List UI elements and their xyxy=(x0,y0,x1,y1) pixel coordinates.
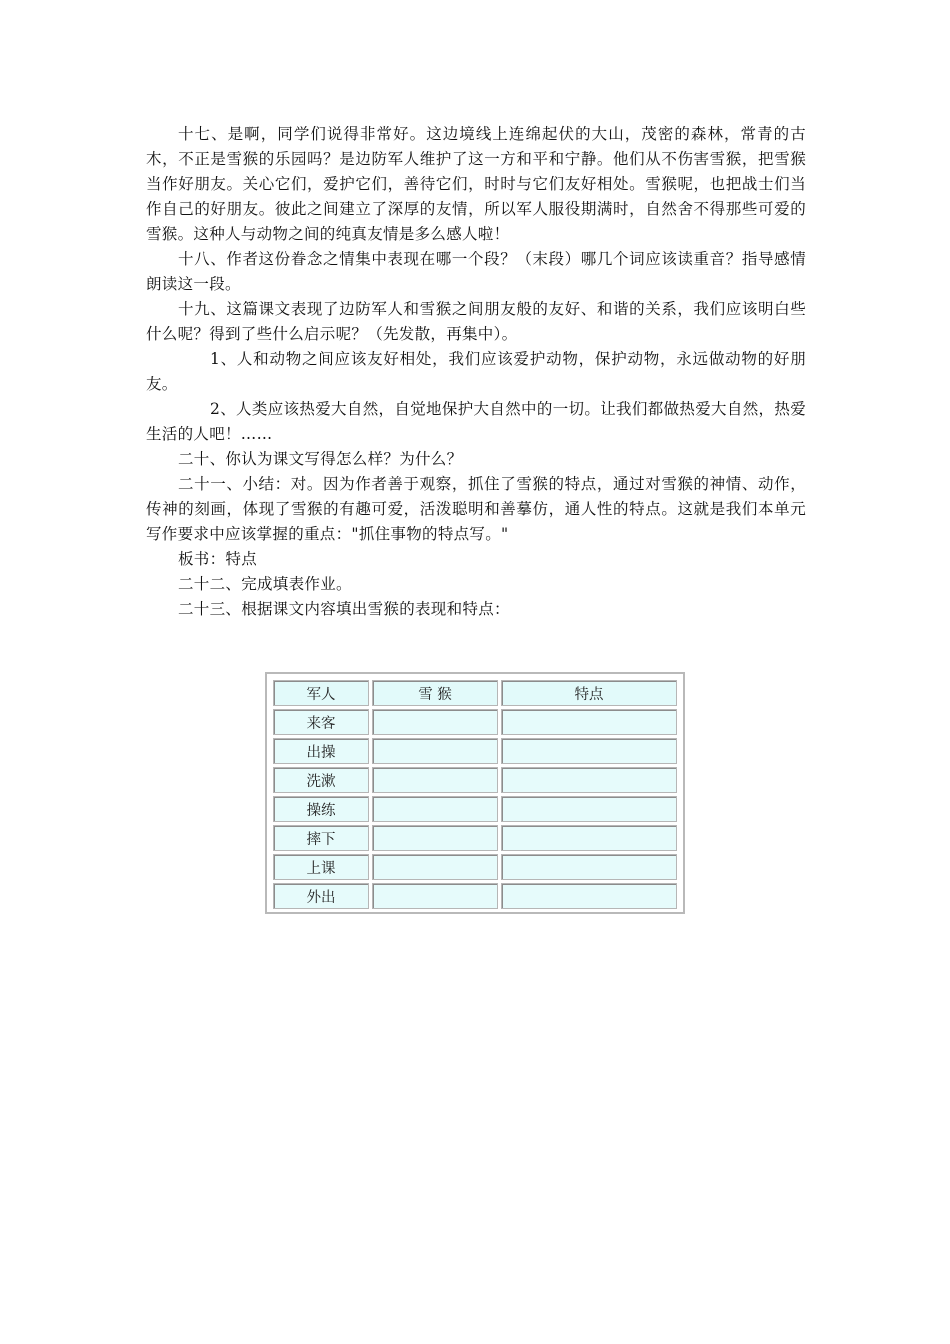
paragraph-22: 二十二、完成填表作业。 xyxy=(178,575,352,593)
table-header-row xyxy=(273,680,677,706)
worksheet-table xyxy=(270,677,680,912)
row-label: 摔下 xyxy=(273,825,369,851)
fill-in-table xyxy=(265,672,685,914)
list-item-1: 1、人和动物之间应该友好相处，我们应该爱护动物，保护动物，永远做动物的好朋友。 xyxy=(146,350,806,393)
paragraph-19: 十九、这篇课文表现了边防军人和雪猴之间朋友般的友好、和谐的关系，我们应该明白些什么呢？得到了些什么启示呢？（先发散，再集中）。 xyxy=(146,300,806,343)
table-row xyxy=(273,825,677,851)
header-snow-monkey: 雪 猴 xyxy=(372,680,498,706)
paragraph-17: 十七、是啊，同学们说得非常好。这边境线上连绵起伏的大山，茂密的森林，常青的古木，不正是雪猴的乐园吗？是边防军人维护了这一方和平和宁静。他们从不伤害雪猴，把雪猴当作好朋友。关心它们，爱护它们，善待它们，时时与它们友好相处。雪猴呢，也把战士们当作自己的好朋友。彼此之间建立了深厚的友情，所以军人服役期满时，自然舍不得那些可爱的雪猴。这种人与动物之间的纯真友情是多么感人啦！ xyxy=(146,125,806,243)
table-row xyxy=(273,796,677,822)
document-body xyxy=(146,122,806,622)
monkey-cell[interactable] xyxy=(372,854,498,880)
monkey-cell[interactable] xyxy=(372,825,498,851)
trait-cell[interactable] xyxy=(501,796,677,822)
trait-cell[interactable] xyxy=(501,767,677,793)
trait-cell[interactable] xyxy=(501,854,677,880)
row-label: 外出 xyxy=(273,883,369,909)
monkey-cell[interactable] xyxy=(372,709,498,735)
list-item-2: 2、人类应该热爱大自然，自觉地保护大自然中的一切。让我们都做热爱大自然，热爱生活的人吧！…… xyxy=(146,400,806,443)
trait-cell[interactable] xyxy=(501,883,677,909)
table-row xyxy=(273,738,677,764)
row-label: 操练 xyxy=(273,796,369,822)
blackboard-note: 板书：特点 xyxy=(178,550,258,568)
paragraph-18: 十八、作者这份眷念之情集中表现在哪一个段？（末段）哪几个词应该读重音？指导感情朗读这一段。 xyxy=(146,250,806,293)
paragraph-20: 二十、你认为课文写得怎么样？为什么？ xyxy=(178,450,463,468)
monkey-cell[interactable] xyxy=(372,883,498,909)
trait-cell[interactable] xyxy=(501,738,677,764)
monkey-cell[interactable] xyxy=(372,796,498,822)
row-label: 来客 xyxy=(273,709,369,735)
table-row xyxy=(273,767,677,793)
table-row xyxy=(273,854,677,880)
row-label: 洗漱 xyxy=(273,767,369,793)
monkey-cell[interactable] xyxy=(372,738,498,764)
row-label: 上课 xyxy=(273,854,369,880)
header-soldier: 军人 xyxy=(273,680,369,706)
monkey-cell[interactable] xyxy=(372,767,498,793)
row-label: 出操 xyxy=(273,738,369,764)
table-row xyxy=(273,709,677,735)
paragraph-21-summary: 二十一、小结：对。因为作者善于观察，抓住了雪猴的特点，通过对雪猴的神情、动作，传神的刻画，体现了雪猴的有趣可爱，活泼聪明和善摹仿，通人性的特点。这就是我们本单元写作要求中应该掌握的重点："抓住事物的特点写。" xyxy=(146,475,806,543)
trait-cell[interactable] xyxy=(501,709,677,735)
header-characteristic: 特点 xyxy=(501,680,677,706)
table-row xyxy=(273,883,677,909)
trait-cell[interactable] xyxy=(501,825,677,851)
paragraph-23: 二十三、根据课文内容填出雪猴的表现和特点： xyxy=(178,600,510,618)
